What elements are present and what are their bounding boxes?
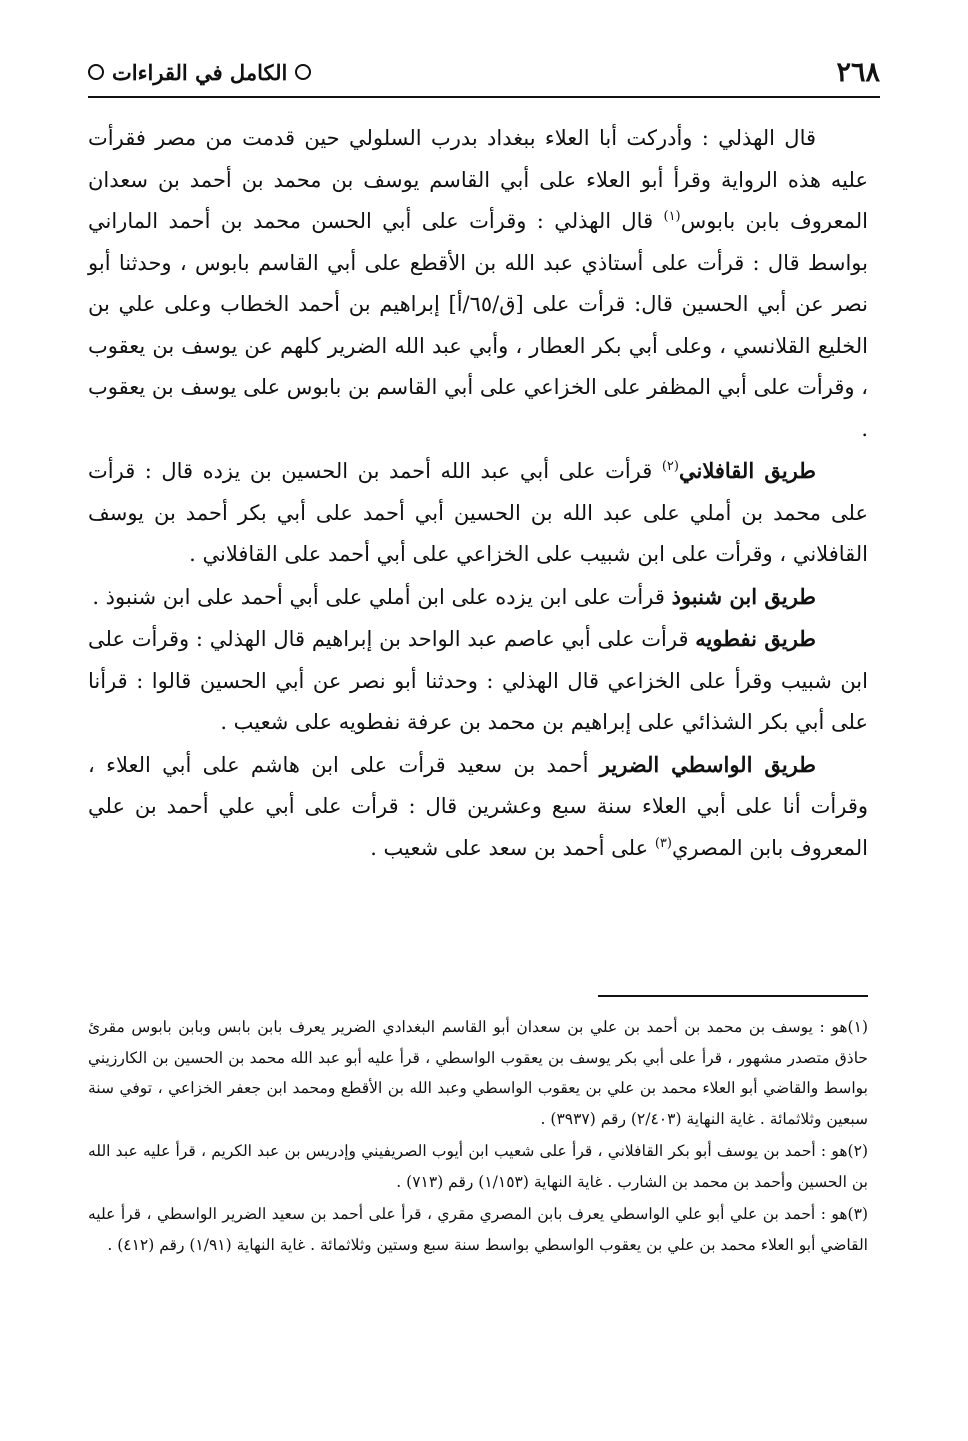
paragraph-text: على أحمد بن سعد على شعيب .	[370, 835, 655, 860]
footnote-ref: (٣)	[654, 835, 672, 851]
footnote	[88, 1012, 868, 1134]
circle-ornament-icon	[295, 64, 311, 80]
page-number: ٢٦٨	[836, 56, 880, 88]
footnote-mark: (٣)	[847, 1205, 868, 1223]
route-heading: طريق الواسطي الضرير	[599, 751, 816, 777]
paragraph-text: قال الهذلي : وأدركت أبا العلاء ببغداد بدرب السلولي حين قدمت من مصر فقرأت عليه هذه الرواية وقرأ أبو العلاء على أبي القاسم يوسف بن محمد بن أحمد بن سعدان المعروف بابن بابوس	[88, 126, 868, 233]
circle-ornament-icon	[88, 64, 104, 80]
footnotes	[88, 1012, 868, 1262]
route-heading: طريق ابن شنبوذ	[671, 583, 816, 609]
footnote-ref: (١)	[663, 209, 681, 224]
footnote-ref: (٢)	[661, 459, 679, 474]
page-header	[88, 52, 880, 92]
paragraph	[88, 744, 868, 870]
running-title	[88, 60, 311, 85]
main-text	[88, 118, 868, 869]
footnote	[88, 1199, 868, 1260]
paragraph	[88, 118, 868, 450]
paragraph-text: قرأت على أبي عاصم عبد الواحد بن إبراهيم قال الهذلي : وقرأت على ابن شبيب وقرأ على الخزاعي قال الهذلي : وحدثنا أبو نصر عن أبي الحسين قالوا : قرأنا على أبي بكر الشذائي على إبراهيم بن محمد بن عرفة نفطويه على شعيب .	[88, 627, 868, 734]
route-heading: طريق القافلاني	[678, 458, 816, 483]
footnote-text: هو : أحمد بن يوسف أبو بكر القافلاني ، قرأ على شعيب ابن أيوب الصريفيني وإدريس بن عبد الكريم ، قرأ عليه عبد الله بن الحسين وأحمد بن محمد بن الشارب . غاية النهاية (١/١٥٣) رقم (٧١٣) .	[88, 1142, 868, 1191]
paragraph	[88, 450, 868, 576]
paragraph-text: قال الهذلي : وقرأت على أبي الحسن محمد بن أحمد الماراني بواسط قال : قرأت على أستاذي عبد الله بن الأقطع على أبي القاسم بابوس ، وحدثنا أبو نصر عن أبي الحسين قال: قرأت على [ق/٦٥/أ] إبراهيم بن أحمد الخطاب وعلى علي بن الخليع القلانسي ، وعلى أبي بكر العطار ، وأبي عبد الله الضرير كلهم عن يوسف بن يعقوب ، وقرأت على أبي المظفر على الخزاعي على أبي القاسم بن بابوس على يوسف بن يعقوب .	[88, 209, 868, 441]
paragraph	[88, 576, 868, 619]
paragraph-text: قرأت على ابن يزده على ابن أملي على أبي أحمد على ابن شنبوذ .	[92, 584, 672, 609]
footnote-divider	[598, 995, 868, 997]
paragraph	[88, 618, 868, 744]
header-divider	[88, 96, 880, 98]
route-heading: طريق نفطويه	[695, 626, 816, 651]
footnote	[88, 1136, 868, 1197]
footnote-text: هو : يوسف بن محمد بن أحمد بن علي بن سعدان أبو القاسم البغدادي الضرير يعرف بابن بابس وبابن بابوس مقرئ حاذق متصدر مشهور ، قرأ على أبي بكر يوسف بن يعقوب الواسطي ، قرأ عليه أبو عبد الله محمد بن الحسين بن الكارزيني بواسط والقاضي أبو العلاء محمد بن علي بن يعقوب الواسطي وعبد الله بن الأقطع ومحمد ابن جعفر الخزاعي ، توفي سنة سبعين وثلاثمائة . غاية النهاية (٢/٤٠٣) رقم (٣٩٣٧) .	[88, 1018, 868, 1128]
footnote-text: هو : أحمد بن علي أبو علي الواسطي يعرف بابن المصري مقري ، قرأ على أحمد بن سعيد الضرير الواسطي ، قرأ عليه القاضي أبو العلاء محمد بن علي بن يعقوب الواسطي بواسط سنة سبع وستين وثلاثمائة . غاية النهاية (١/٩١) رقم (٤١٢) .	[88, 1205, 868, 1254]
footnote-mark: (٢)	[847, 1142, 868, 1160]
paragraph-text: قرأت على أبي عبد الله أحمد بن الحسين بن يزده قال : قرأت على محمد بن أملي على عبد الله بن الحسين أبي أحمد على أبي بكر أحمد بن يوسف القافلاني ، وقرأت على ابن شبيب على الخزاعي على أبي أحمد على القافلاني .	[88, 459, 868, 566]
paragraph-text: أحمد بن سعيد قرأت على ابن هاشم على أبي العلاء ، وقرأت أنا على أبي العلاء سنة سبع وعشرين قال : قرأت على أبي علي أحمد بن علي المعروف بابن المصري	[88, 752, 868, 860]
footnote-mark: (١)	[847, 1018, 868, 1036]
book-title: الكامل في القراءات	[112, 59, 288, 85]
